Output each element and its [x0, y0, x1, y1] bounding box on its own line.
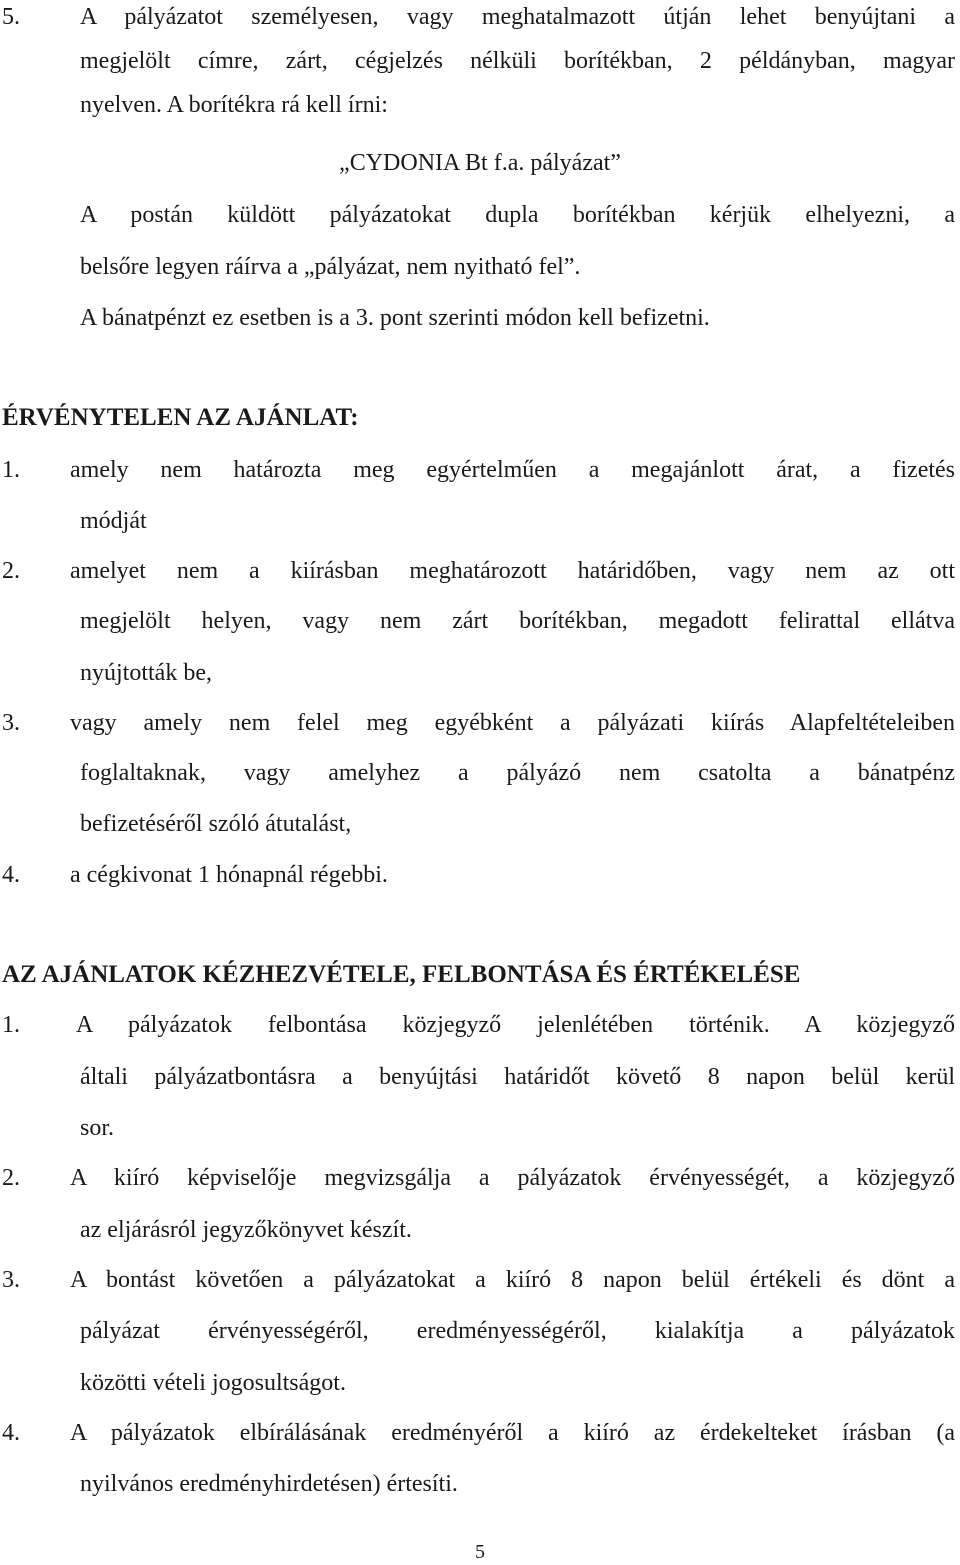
list-number: 3.: [2, 710, 20, 736]
list-number: 1.: [2, 1012, 20, 1038]
page-number: 5: [475, 1541, 485, 1563]
envelope-label: „CYDONIA Bt f.a. pályázat”: [339, 150, 621, 176]
list-item-line: megjelölt helyen, vagy nem zárt borítékban, megadott felirattal ellátva: [80, 608, 955, 634]
list-number: 4.: [2, 862, 20, 888]
list-item-line: A pályázatok felbontása közjegyző jelenlétében történik. A közjegyző: [76, 1012, 955, 1038]
paragraph-line: nyelven. A borítékra rá kell írni:: [80, 92, 388, 118]
list-item-line: amelyet nem a kiírásban meghatározott határidőben, vagy nem az ott: [70, 558, 955, 584]
list-number: 2.: [2, 558, 20, 584]
list-item-line: az eljárásról jegyzőkönyvet készít.: [80, 1217, 412, 1243]
list-item-line: befizetéséről szóló átutalást,: [80, 811, 352, 837]
list-item-line: vagy amely nem felel meg egyébként a pályázati kiírás Alapfeltételeiben: [70, 710, 955, 736]
list-item-line: a cégkivonat 1 hónapnál régebbi.: [70, 862, 388, 888]
list-item-line: nyilvános eredményhirdetésen) értesíti.: [80, 1471, 458, 1497]
list-item-line: általi pályázatbontásra a benyújtási határidőt követő 8 napon belül kerül: [80, 1064, 955, 1090]
list-number: 4.: [2, 1420, 20, 1446]
paragraph-line: A postán küldött pályázatokat dupla borítékban kérjük elhelyezni, a: [80, 202, 955, 228]
paragraph-line: A bánatpénzt ez esetben is a 3. pont szerinti módon kell befizetni.: [80, 305, 710, 331]
list-item-line: pályázat érvényességéről, eredményességéről, kialakítja a pályázatok: [80, 1318, 955, 1344]
list-item-line: A bontást követően a pályázatokat a kiíró 8 napon belül értékeli és dönt a: [70, 1267, 955, 1293]
list-number: 1.: [2, 457, 20, 483]
list-number: 5.: [2, 4, 20, 30]
list-item-line: amely nem határozta meg egyértelműen a megajánlott árat, a fizetés: [70, 457, 955, 483]
paragraph-line: megjelölt címre, zárt, cégjelzés nélküli borítékban, 2 példányban, magyar: [80, 48, 955, 74]
list-number: 2.: [2, 1165, 20, 1191]
list-item-line: módját: [80, 508, 147, 534]
list-item-line: A kiíró képviselője megvizsgálja a pályázatok érvényességét, a közjegyző: [70, 1165, 955, 1191]
list-item-line: foglaltaknak, vagy amelyhez a pályázó nem csatolta a bánatpénz: [80, 760, 955, 786]
section-heading-receipt: AZ AJÁNLATOK KÉZHEZVÉTELE, FELBONTÁSA ÉS ÉRTÉKELÉSE: [2, 961, 801, 988]
list-item-line: A pályázatok elbírálásának eredményéről a kiíró az érdekelteket írásban (a: [70, 1420, 955, 1446]
list-item-line: nyújtották be,: [80, 660, 212, 686]
list-item-line: sor.: [80, 1115, 115, 1141]
list-number: 3.: [2, 1267, 20, 1293]
paragraph-line: belsőre legyen ráírva a „pályázat, nem nyitható fel”.: [80, 254, 581, 280]
list-item-line: közötti vételi jogosultságot.: [80, 1370, 346, 1396]
section-heading-invalid: ÉRVÉNYTELEN AZ AJÁNLAT:: [2, 404, 359, 431]
paragraph-line: A pályázatot személyesen, vagy meghatalmazott útján lehet benyújtani a: [80, 4, 955, 30]
